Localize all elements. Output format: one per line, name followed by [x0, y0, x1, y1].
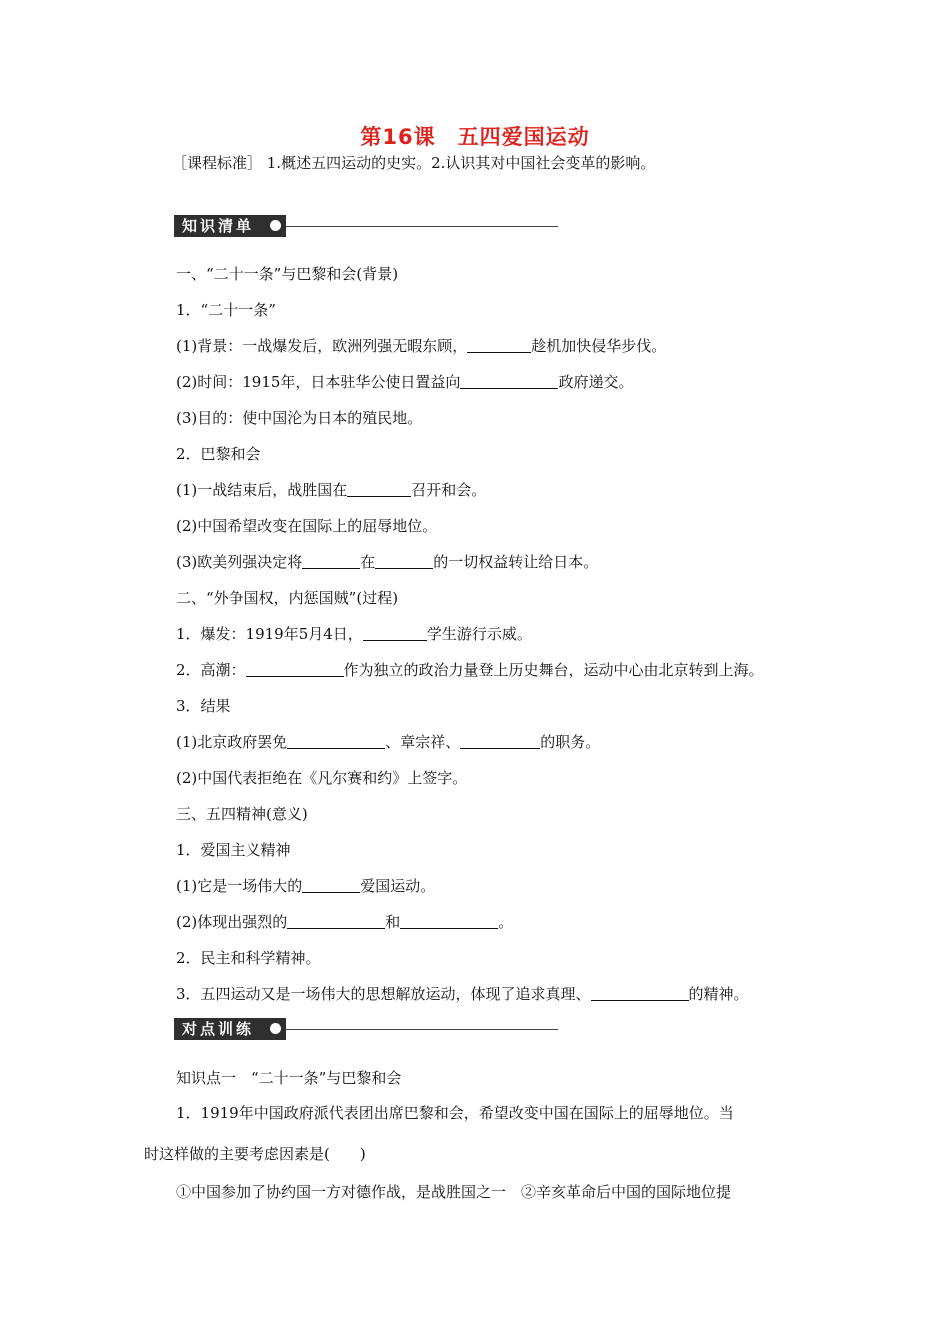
text-line	[176, 479, 486, 500]
text: 的职务。	[540, 733, 601, 751]
text-line: (2)中国希望改变在国际上的屈辱地位。	[176, 517, 438, 535]
text: 的一切权益转让给日本。	[433, 553, 599, 571]
page-title: 第16课 五四爱国运动	[360, 125, 590, 149]
text: 1．爆发：1919年5月4日，	[176, 625, 363, 643]
answer-blank[interactable]	[400, 913, 498, 929]
text: (1)北京政府罢免	[176, 733, 288, 751]
circle-icon	[270, 220, 281, 231]
subsection-heading: 1．爱国主义精神	[176, 841, 291, 859]
answer-blank[interactable]	[302, 877, 360, 893]
text: 政府递交。	[558, 373, 634, 391]
answer-blank[interactable]	[287, 733, 385, 749]
text-line: (3)目的：使中国沦为日本的殖民地。	[176, 409, 423, 427]
banner-label: 知识清单	[174, 215, 286, 237]
text-line	[176, 623, 532, 644]
answer-blank[interactable]	[246, 661, 344, 677]
circle-icon	[270, 1023, 281, 1034]
answer-blank[interactable]	[460, 733, 540, 749]
text: 2．高潮：	[176, 661, 246, 679]
answer-blank[interactable]	[287, 913, 385, 929]
text: (1)一战结束后，战胜国在	[176, 481, 348, 499]
section-heading: 一、“二十一条”与巴黎和会(背景)	[176, 265, 399, 283]
text: 、章宗祥、	[385, 733, 461, 751]
divider	[286, 226, 558, 227]
course-standard: ［课程标准］ 1.概述五四运动的史实。2.认识其对中国社会变革的影响。	[172, 154, 656, 172]
text: (3)欧美列强决定将	[176, 553, 303, 571]
question-text: 时这样做的主要考虑因素是( )	[144, 1145, 366, 1163]
section-heading: 三、五四精神(意义)	[176, 805, 308, 823]
text-line	[176, 551, 598, 572]
text: 在	[360, 553, 376, 571]
text-line	[176, 371, 633, 392]
question-text: 1．1919年中国政府派代表团出席巴黎和会，希望改变中国在国际上的屈辱地位。当	[176, 1104, 734, 1122]
text: 3．五四运动又是一场伟大的思想解放运动，体现了追求真理、	[176, 985, 591, 1003]
text-line	[176, 983, 749, 1004]
divider	[286, 1029, 558, 1030]
answer-blank[interactable]	[375, 553, 433, 569]
text: (1)背景：一战爆发后，欧洲列强无暇东顾，	[176, 337, 468, 355]
text: (2)体现出强烈的	[176, 913, 288, 931]
text: 趁机加快侵华步伐。	[531, 337, 667, 355]
text: (2)时间：1915年，日本驻华公使日置益向	[176, 373, 461, 391]
text-line	[176, 659, 764, 680]
subsection-heading: 3．结果	[176, 697, 231, 715]
answer-blank[interactable]	[460, 373, 558, 389]
answer-blank[interactable]	[591, 985, 689, 1001]
text: 学生游行示威。	[426, 625, 532, 643]
text-line: 2．民主和科学精神。	[176, 949, 321, 967]
text: 召开和会。	[411, 481, 487, 499]
question-options: ①中国参加了协约国一方对德作战，是战胜国之一 ②辛亥革命后中国的国际地位提	[176, 1183, 732, 1201]
text: 作为独立的政治力量登上历史舞台，运动中心由北京转到上海。	[343, 661, 764, 679]
subsection-heading: 1．“二十一条”	[176, 301, 276, 319]
banner-label: 对点训练	[174, 1018, 286, 1040]
text: 爱国运动。	[360, 877, 436, 895]
text-line: (2)中国代表拒绝在《凡尔赛和约》上签字。	[176, 769, 468, 787]
answer-blank[interactable]	[363, 625, 427, 641]
text-line	[176, 335, 666, 356]
text-line	[176, 911, 513, 932]
subsection-heading: 2．巴黎和会	[176, 445, 261, 463]
section-heading: 二、“外争国权，内惩国贼”(过程)	[176, 589, 399, 607]
knowledge-point-heading: 知识点一 “二十一条”与巴黎和会	[176, 1069, 402, 1087]
text: 。	[498, 913, 514, 931]
answer-blank[interactable]	[302, 553, 360, 569]
text-line	[176, 875, 435, 896]
answer-blank[interactable]	[347, 481, 411, 497]
text-line	[176, 731, 600, 752]
answer-blank[interactable]	[467, 337, 531, 353]
text: 和	[385, 913, 401, 931]
text: 的精神。	[688, 985, 749, 1003]
text: (1)它是一场伟大的	[176, 877, 303, 895]
